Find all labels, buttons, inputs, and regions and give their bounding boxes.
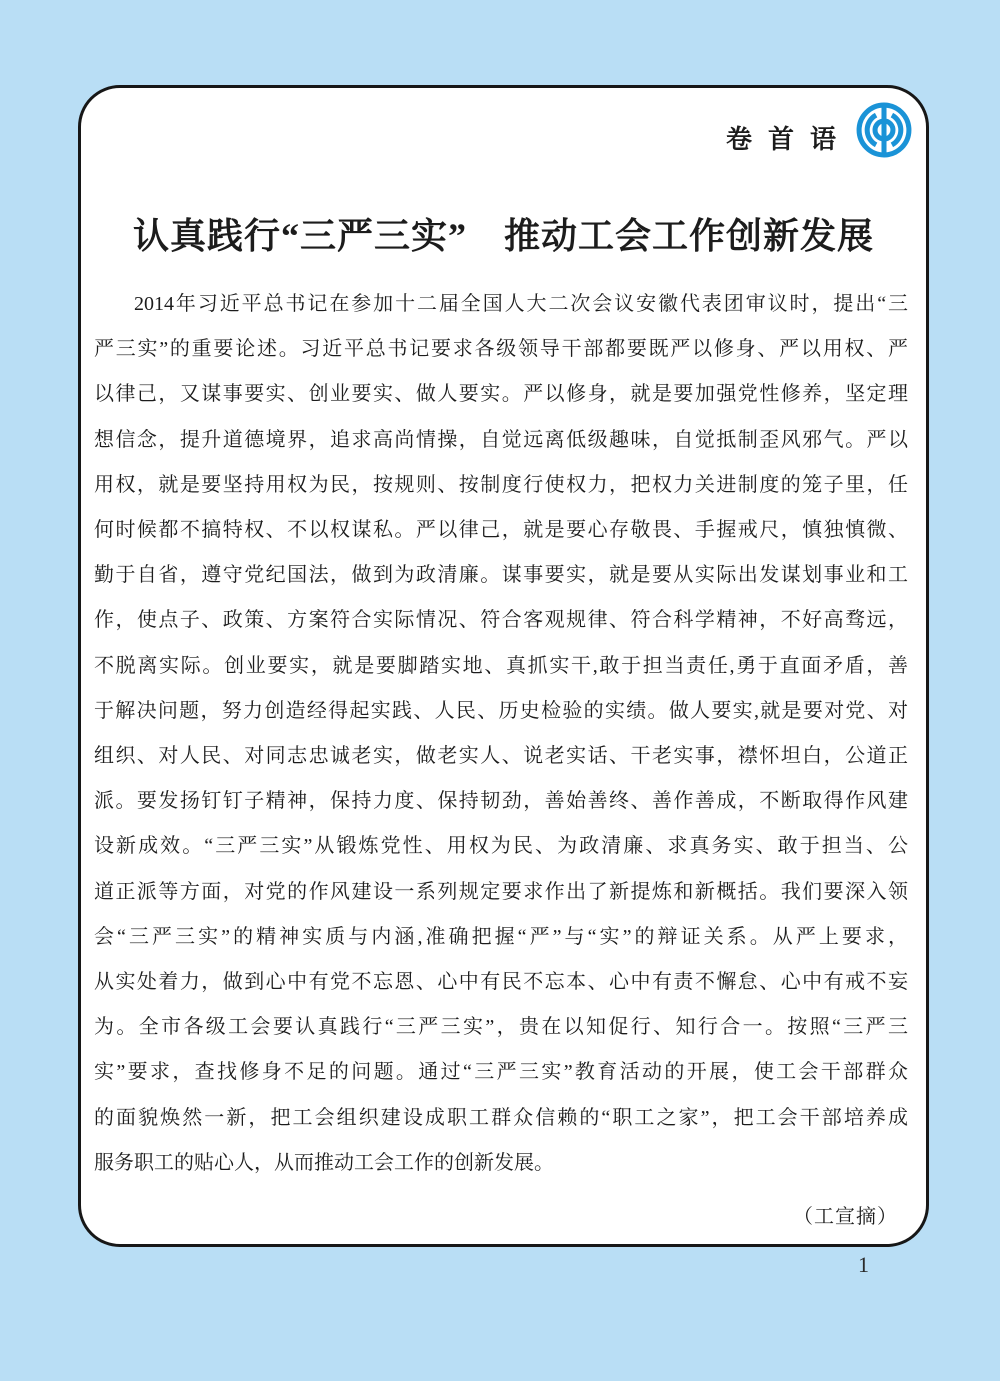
body-line: 严三实”的重要论述。习近平总书记要求各级领导干部都要既严以修身、严以用权、严	[94, 338, 908, 361]
body-line: 组织、对人民、对同志忠诚老实，做老实人、说老实话、干老实事，襟怀坦白，公道正	[94, 745, 908, 768]
source-attribution: （工宣摘）	[793, 1206, 898, 1228]
body-line: 服务职工的贴心人，从而推动工会工作的创新发展。	[94, 1151, 554, 1174]
body-line: 从实处着力，做到心中有党不忘恩、心中有民不忘本、心中有责不懈怠、心中有戒不妄	[94, 971, 908, 994]
body-line: 为。全市各级工会要认真践行“三严三实”，贵在以知促行、知行合一。按照“三严三	[94, 1016, 908, 1039]
body-line: 派。要发扬钉钉子精神，保持力度、保持韧劲，善始善终、善作善成，不断取得作风建	[94, 790, 908, 813]
body-line: 2014年习近平总书记在参加十二届全国人大二次会议安徽代表团审议时，提出“三	[134, 293, 908, 315]
article-body	[94, 282, 908, 1186]
article-title: 认真践行“三严三实” 推动工会工作创新发展	[132, 216, 874, 256]
section-label: 卷首语	[725, 124, 852, 154]
body-line: 何时候都不搞特权、不以权谋私。严以律己，就是要心存敬畏、手握戒尺，慎独慎微、	[94, 519, 908, 542]
body-line: 道正派等方面，对党的作风建设一系列规定要求作出了新提炼和新概括。我们要深入领	[94, 880, 908, 903]
body-line: 设新成效。“三严三实”从锻炼党性、用权为民、为政清廉、求真务实、敢于担当、公	[94, 835, 908, 858]
body-line: 不脱离实际。创业要实，就是要脚踏实地、真抓实干,敢于担当责任,勇于直面矛盾，善	[94, 654, 908, 677]
trade-union-logo-icon	[856, 102, 912, 158]
body-line: 于解决问题，努力创造经得起实践、人民、历史检验的实绩。做人要实,就是要对党、对	[94, 699, 908, 722]
page-header	[726, 102, 912, 158]
body-line: 用权，就是要坚持用权为民，按规则、按制度行使权力，把权力关进制度的笼子里，任	[94, 473, 908, 496]
content-card	[78, 85, 929, 1247]
body-line: 以律己，又谋事要实、创业要实、做人要实。严以修身，就是要加强党性修养，坚定理	[94, 383, 908, 406]
body-line: 会“三严三实”的精神实质与内涵,准确把握“严”与“实”的辩证关系。从严上要求，	[94, 925, 908, 948]
body-line: 实”要求，查找修身不足的问题。通过“三严三实”教育活动的开展，使工会干部群众	[94, 1061, 908, 1084]
body-line: 的面貌焕然一新，把工会组织建设成职工群众信赖的“职工之家”，把工会干部培养成	[94, 1106, 908, 1129]
body-line: 勤于自省，遵守党纪国法，做到为政清廉。谋事要实，就是要从实际出发谋划事业和工	[94, 564, 908, 587]
page-number: 1	[858, 1252, 869, 1277]
body-line: 想信念，提升道德境界，追求高尚情操，自觉远离低级趣味，自觉抵制歪风邪气。严以	[94, 428, 908, 451]
body-line: 作，使点子、政策、方案符合实际情况、符合客观规律、符合科学精神，不好高骛远，	[94, 609, 908, 632]
